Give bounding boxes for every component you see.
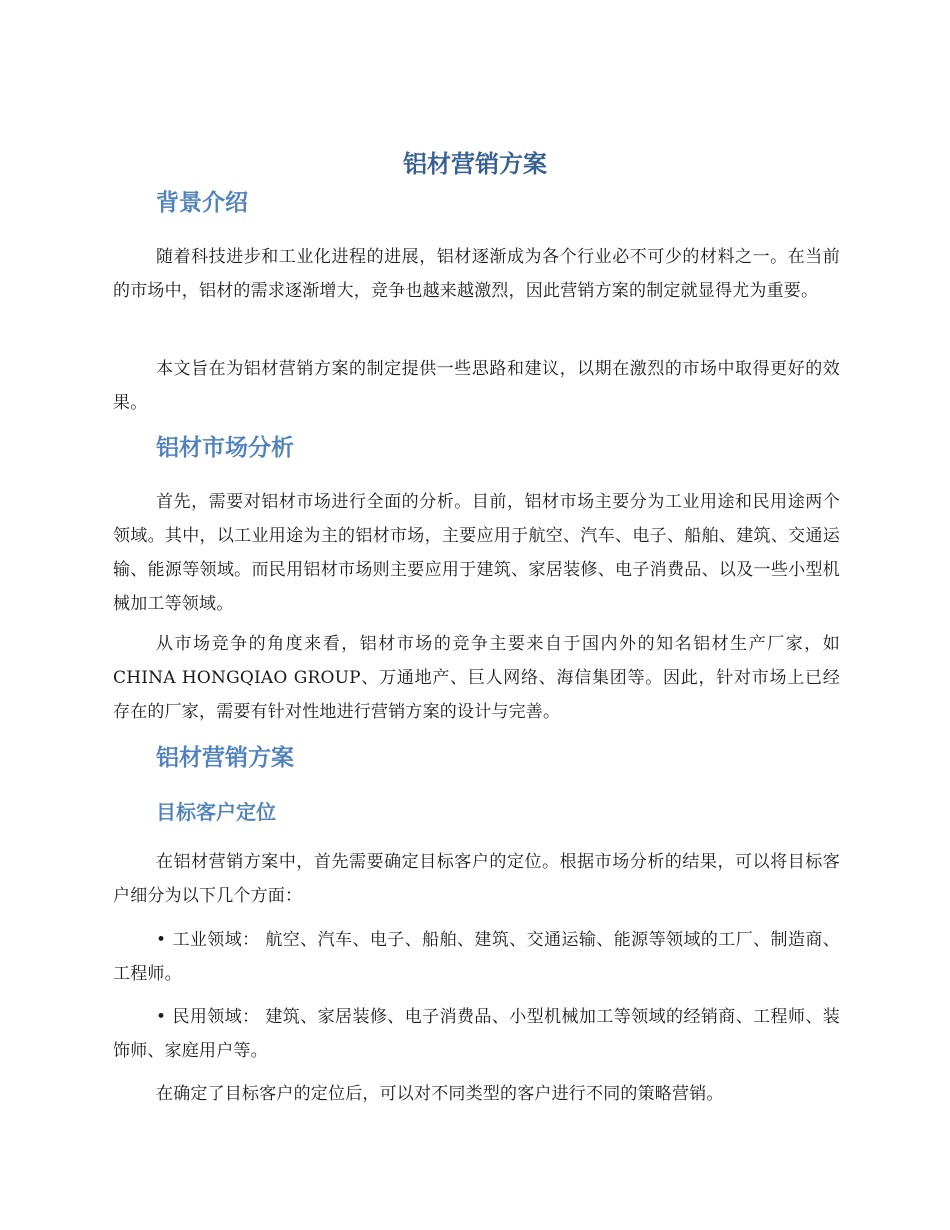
- subsection-target-customers: [113, 797, 840, 827]
- market-paragraph-2: 从市场竞争的角度来看，铝材市场的竞争主要来自于国内外的知名铝材生产厂家，如 CHINA HONGQIAO GROUP、万通地产、巨人网络、海信集团等。因此，针对市场上已经存在的厂家，需要有针对性地进行营销方案的设计与完善。: [113, 634, 840, 722]
- heading-target-customers: 目标客户定位: [156, 800, 276, 824]
- background-paragraph-1: 随着科技进步和工业化进程的进展，铝材逐渐成为各个行业必不可少的材料之一。在当前的市场中，铝材的需求逐渐增大，竞争也越来越激烈，因此营销方案的制定就显得尤为重要。: [113, 247, 840, 301]
- background-paragraph-2-wrap: [113, 352, 840, 420]
- target-paragraph-2-wrap: [113, 1077, 840, 1111]
- bullet-marker: •: [156, 930, 167, 950]
- section-market-analysis: [113, 431, 840, 465]
- bullet-marker: •: [156, 1007, 167, 1027]
- document-title: 铝材营销方案: [403, 150, 547, 178]
- section-background: [113, 186, 840, 220]
- bullet-industrial: [113, 923, 840, 991]
- target-paragraph-1: 在铝材营销方案中，首先需要确定目标客户的定位。根据市场分析的结果，可以将目标客户细分为以下几个方面：: [113, 852, 840, 906]
- heading-marketing-plan: 铝材营销方案: [156, 745, 294, 771]
- market-paragraph-2-wrap: [113, 627, 840, 729]
- bullet-industrial-text: 工业领域： 航空、汽车、电子、船舶、建筑、交通运输、能源等领域的工厂、制造商、工程师。: [113, 930, 840, 984]
- section-marketing-plan: [113, 741, 840, 775]
- heading-background: 背景介绍: [156, 190, 248, 216]
- target-paragraph-2: 在确定了目标客户的定位后，可以对不同类型的客户进行不同的策略营销。: [156, 1084, 724, 1104]
- market-paragraph-1-wrap: [113, 485, 840, 621]
- target-paragraph-1-wrap: [113, 845, 840, 913]
- bullet-civil-wrap: [113, 1000, 840, 1068]
- bullet-civil: [113, 1000, 840, 1068]
- heading-market-analysis: 铝材市场分析: [156, 435, 294, 461]
- market-paragraph-1: 首先，需要对铝材市场进行全面的分析。目前，铝材市场主要分为工业用途和民用途两个领域。其中，以工业用途为主的铝材市场，主要应用于航空、汽车、电子、船舶、建筑、交通运输、能源等领域。而民用铝材市场则主要应用于建筑、家居装修、电子消费品、以及一些小型机械加工等领域。: [113, 492, 840, 614]
- bullet-civil-text: 民用领域： 建筑、家居装修、电子消费品、小型机械加工等领域的经销商、工程师、装饰师、家庭用户等。: [113, 1007, 840, 1061]
- bullet-industrial-wrap: [113, 923, 840, 991]
- background-paragraph-2: 本文旨在为铝材营销方案的制定提供一些思路和建议，以期在激烈的市场中取得更好的效果。: [113, 359, 840, 413]
- background-paragraph-1-wrap: [113, 240, 840, 308]
